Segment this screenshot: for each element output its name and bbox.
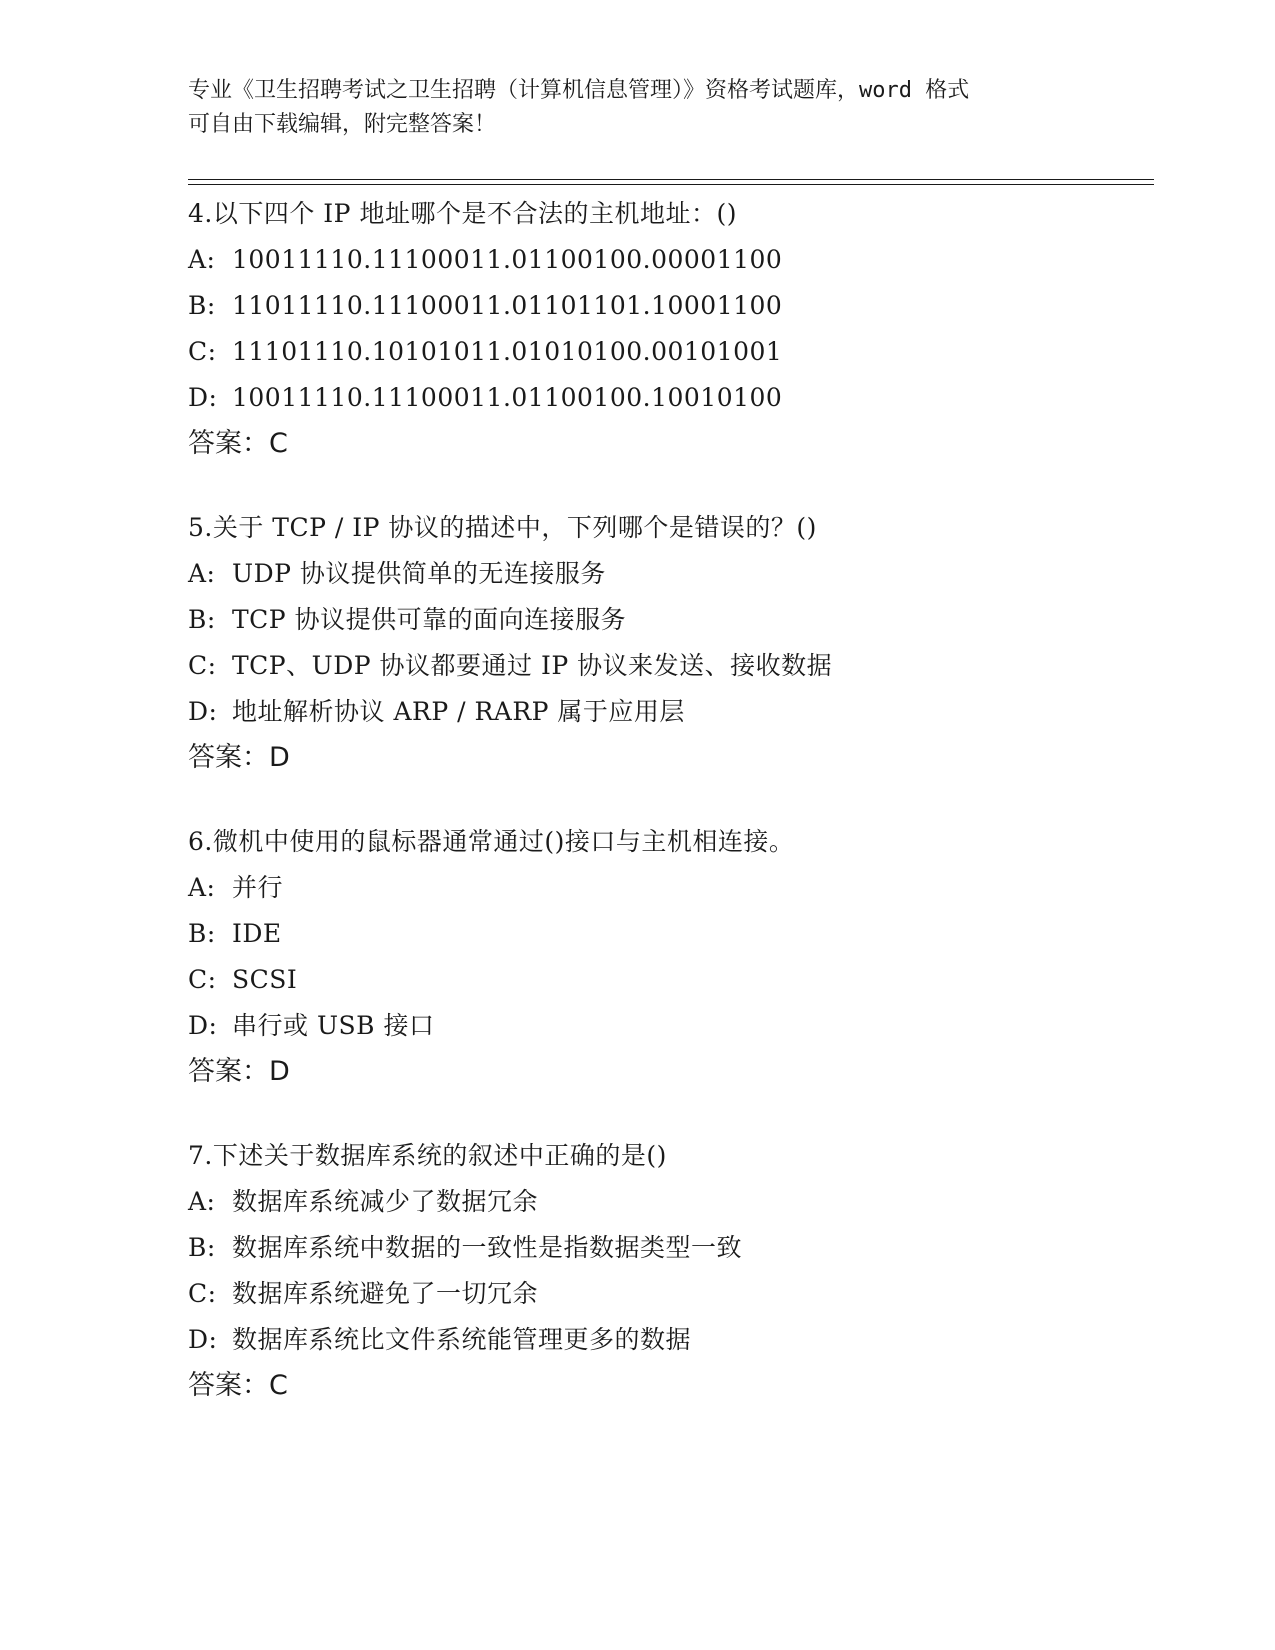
- option-c: [188, 643, 1148, 689]
- option-key: C:: [188, 965, 217, 994]
- option-key: C:: [188, 651, 217, 680]
- option-a: [188, 1179, 1148, 1225]
- option-a: [188, 551, 1148, 597]
- option-key: B:: [188, 1233, 216, 1262]
- option-key: A:: [188, 245, 216, 274]
- option-key: D:: [188, 383, 218, 412]
- option-b: [188, 911, 1148, 957]
- option-text: 地址解析协议 ARP / RARP 属于应用层: [232, 697, 685, 726]
- option-text: 数据库系统中数据的一致性是指数据类型一致: [232, 1233, 743, 1262]
- option-key: C:: [188, 1279, 217, 1308]
- answer-line: 答案：D: [188, 1056, 290, 1087]
- document-header: [188, 74, 1088, 142]
- option-key: D:: [188, 1325, 218, 1354]
- option-c: [188, 329, 1148, 375]
- option-text: 数据库系统减少了数据冗余: [232, 1187, 539, 1216]
- option-text: IDE: [232, 919, 282, 948]
- question-stem: 7.下述关于数据库系统的叙述中正确的是(): [188, 1141, 667, 1170]
- question-list: [188, 191, 1148, 1447]
- option-key: D:: [188, 697, 218, 726]
- option-key: B:: [188, 605, 216, 634]
- option-key: A:: [188, 873, 216, 902]
- option-c: [188, 957, 1148, 1003]
- option-d: [188, 375, 1148, 421]
- option-text: 10011110.11100011.01100100.10010100: [232, 383, 783, 412]
- option-text: 数据库系统比文件系统能管理更多的数据: [232, 1325, 692, 1354]
- option-key: B:: [188, 919, 216, 948]
- header-line-2: 可自由下载编辑，附完整答案！: [188, 112, 497, 137]
- option-b: [188, 283, 1148, 329]
- header-line-1: 专业《卫生招聘考试之卫生招聘（计算机信息管理）》资格考试题库，word 格式: [188, 78, 970, 103]
- option-b: [188, 597, 1148, 643]
- option-key: D:: [188, 1011, 218, 1040]
- option-text: 串行或 USB 接口: [232, 1011, 435, 1040]
- option-d: [188, 689, 1148, 735]
- option-text: SCSI: [232, 965, 298, 994]
- answer-line: 答案：D: [188, 742, 290, 773]
- option-c: [188, 1271, 1148, 1317]
- answer-line: 答案：C: [188, 1370, 288, 1401]
- option-text: 11101110.10101011.01010100.00101001: [232, 337, 783, 366]
- question-item: [188, 1133, 1148, 1409]
- option-text: TCP 协议提供可靠的面向连接服务: [232, 605, 627, 634]
- question-item: [188, 505, 1148, 781]
- header-divider-bottom: [188, 184, 1154, 185]
- option-d: [188, 1003, 1148, 1049]
- option-d: [188, 1317, 1148, 1363]
- option-key: A:: [188, 559, 216, 588]
- option-key: C:: [188, 337, 217, 366]
- option-a: [188, 865, 1148, 911]
- option-key: B:: [188, 291, 216, 320]
- option-text: 数据库系统避免了一切冗余: [232, 1279, 539, 1308]
- option-text: 并行: [232, 873, 284, 902]
- answer-line: 答案：C: [188, 428, 288, 459]
- option-text: TCP、UDP 协议都要通过 IP 协议来发送、接收数据: [232, 651, 833, 680]
- option-text: 10011110.11100011.01100100.00001100: [232, 245, 783, 274]
- option-text: 11011110.11100011.01101101.10001100: [232, 291, 783, 320]
- question-item: [188, 191, 1148, 467]
- option-key: A:: [188, 1187, 216, 1216]
- option-b: [188, 1225, 1148, 1271]
- question-stem: 5.关于 TCP / IP 协议的描述中，下列哪个是错误的？(): [188, 513, 817, 542]
- question-stem: 4.以下四个 IP 地址哪个是不合法的主机地址：(): [188, 199, 737, 228]
- question-stem: 6.微机中使用的鼠标器通常通过()接口与主机相连接。: [188, 827, 795, 856]
- header-divider-top: [188, 179, 1154, 180]
- option-text: UDP 协议提供简单的无连接服务: [232, 559, 606, 588]
- option-a: [188, 237, 1148, 283]
- question-item: [188, 819, 1148, 1095]
